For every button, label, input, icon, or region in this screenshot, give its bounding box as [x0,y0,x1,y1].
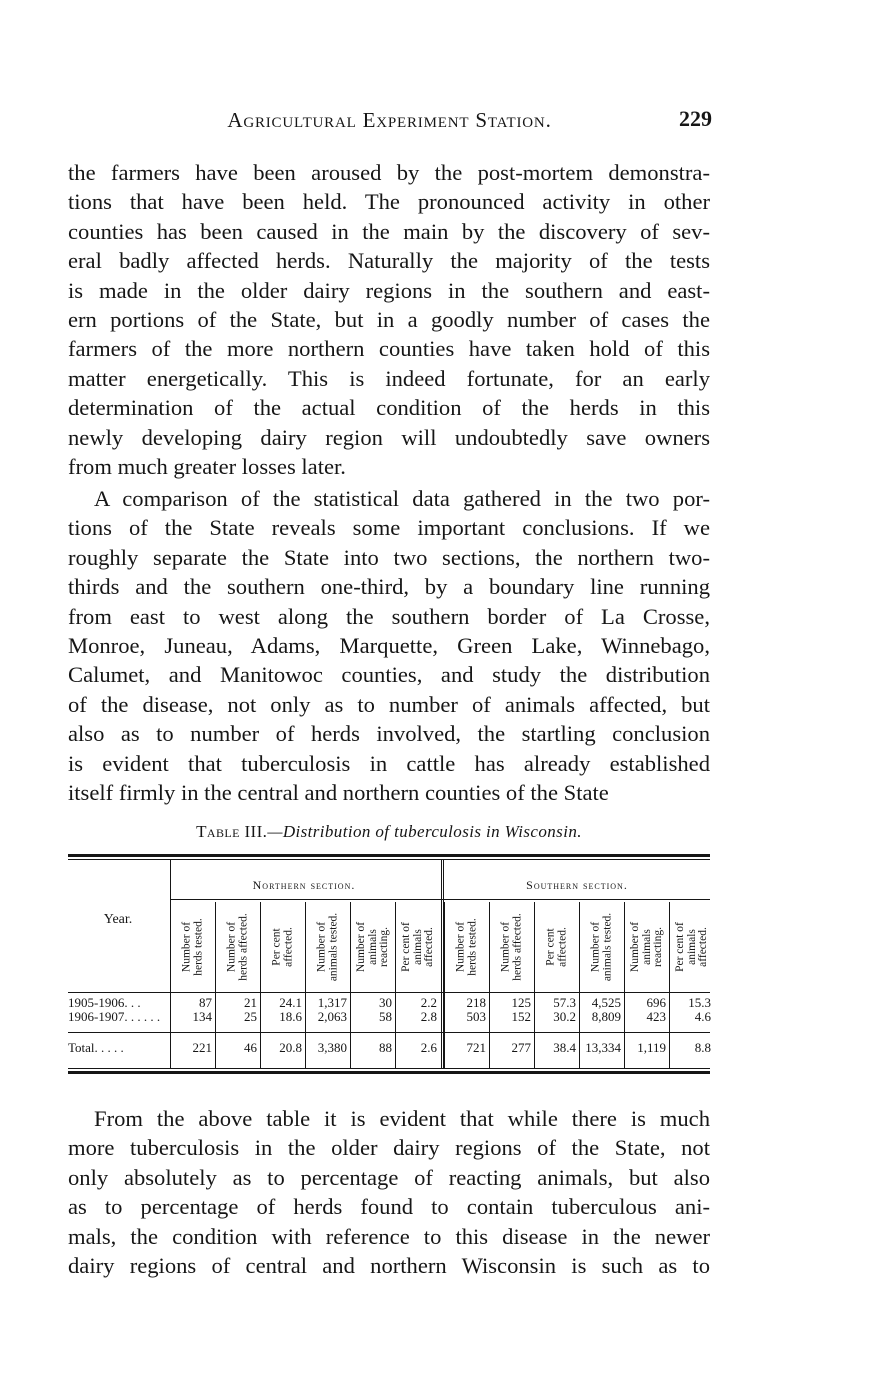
page-number: 229 [679,106,712,131]
table-cell: 88 [379,1040,392,1055]
table-cell: 30 [379,995,392,1010]
text-line: Calumet, and Manitowoc counties, and study the distribution [68,662,710,688]
column-header [260,908,305,985]
table-cell: 3,380 [317,1040,347,1055]
section-divider [441,860,442,1068]
table-cell: 4.6 [694,1009,711,1024]
table-cell: 8.8 [694,1040,711,1055]
column-header [534,908,579,985]
text-line: farmers of the more northern counties have taken hold of this [68,336,710,362]
table-cell: 38.4 [553,1040,576,1055]
running-head: Agricultural Experiment Station. [227,108,552,132]
column-header [350,908,395,985]
table-caption [68,822,710,842]
table-cell: 721 [466,1040,486,1055]
table-cell: 15.3 [688,995,711,1010]
table-cell: 503 [466,1009,486,1024]
column-header-text: Number of animals reacting. [628,921,664,972]
table-cell: 423 [646,1009,666,1024]
text-line: ern portions of the State, but in a goodly number of cases the [68,307,710,333]
table-cell: 18.6 [279,1009,302,1024]
table-cell: 58 [379,1009,392,1024]
table-cell: 218 [466,995,486,1010]
section-rule [170,899,710,900]
header-bottom-rule [68,992,710,993]
text-line: determination of the actual condition of the herds in this [68,395,710,421]
text-line: newly developing dairy region will undoubtedly save owners [68,424,710,450]
table-bottom-rule [68,1071,710,1074]
text-line: thirds and the southern one-third, by a boundary line running [68,574,710,600]
column-header [444,908,489,985]
text-line: the farmers have been aroused by the post-mortem demonstra- [68,160,710,185]
text-line: Monroe, Juneau, Adams, Marquette, Green Lake, Winnebago, [68,633,710,659]
paragraph-2 [68,484,710,807]
table-cell: 277 [511,1040,531,1055]
column-header [489,908,534,985]
table-bottom-rule-thin [68,1068,710,1069]
total-top-rule [68,1032,710,1033]
column-header [395,908,440,985]
text-line: mals, the condition with reference to this disease in the newer [68,1223,710,1249]
table-cell: 134 [192,1009,212,1024]
table-cell: 2.8 [420,1009,437,1024]
southern-section-title: Southern section. [526,878,628,892]
row-label: Total. . . . . [68,1040,124,1055]
table-cell: 20.8 [279,1040,302,1055]
table-cell: 1,119 [637,1040,666,1055]
column-header [624,908,669,985]
table-cell: 13,334 [585,1040,621,1055]
column-header-text: Per cent of animals affected. [399,921,435,972]
column-header-text: Number of herds tested. [180,917,204,976]
text-line: itself firmly in the central and northern counties of the State [68,780,609,806]
table-cell: 87 [199,995,212,1010]
table-cell: 2,063 [317,1009,347,1024]
text-line: tions that have been held. The pronounced activity in other [68,189,710,215]
text-line: tions of the State reveals some important conclusions. If we [68,515,710,541]
text-line: roughly separate the State into two sections, the northern two- [68,544,710,570]
text-line: From the above table it is evident that while there is much [94,1106,710,1131]
text-line: is made in the older dairy regions in the southern and east- [68,277,710,303]
column-header [669,908,714,985]
table-top-rule-thin [68,859,710,860]
table-cell: 125 [511,995,531,1010]
column-header-text: Per cent of animals affected. [673,921,709,972]
table-cell: 152 [511,1009,531,1024]
text-line: from much greater losses later. [68,454,346,480]
table-cell: 30.2 [553,1009,576,1024]
text-line: A comparison of the statistical data gathered in the two por- [94,486,710,511]
table-cell: 1,317 [317,995,347,1010]
text-line: as to percentage of herds found to contain tuberculous ani- [68,1194,710,1220]
column-header [215,908,260,985]
column-header-text: Number of animals tested. [315,912,339,981]
table-cell: 2.6 [420,1040,437,1055]
text-line: from east to west along the southern border of La Crosse, [68,603,710,629]
table-cell: 696 [646,995,666,1010]
column-header [579,908,624,985]
table-cell: 2.2 [420,995,437,1010]
column-header-text: Per cent affected. [544,926,568,967]
text-line: counties has been caused in the main by the discovery of sev- [68,218,710,244]
northern-section-title: Northern section. [252,878,356,892]
row-label: 1905-1906. . . [68,995,141,1010]
table-cell: 8,809 [591,1009,621,1024]
table-cell: 21 [244,995,257,1010]
column-header-text: Number of herds affected. [225,912,249,981]
text-line: more tuberculosis in the older dairy regions of the State, not [68,1135,710,1161]
statistics-table [68,854,710,1076]
column-header-text: Number of animals reacting. [354,921,390,972]
paragraph-3 [68,1104,710,1280]
text-line: matter energetically. This is indeed fortunate, for an early [68,365,710,391]
table-top-rule [68,854,710,857]
year-header: Year. [103,912,133,927]
text-line: also as to number of herds involved, the startling conclusion [68,721,710,747]
text-line: of the disease, not only as to number of animals affected, but [68,691,710,717]
table-cell: 25 [244,1009,257,1024]
paragraph-1 [68,158,710,481]
row-label: 1906-1907. . . . . . [68,1009,161,1024]
column-header [305,908,350,985]
column-header-text: Per cent affected. [270,926,294,967]
table-cell: 46 [244,1040,257,1055]
text-line: is evident that tuberculosis in cattle has already established [68,750,710,776]
column-header [170,908,215,985]
column-header-text: Number of animals tested. [589,912,613,981]
table-caption-label: Table III. [196,822,268,841]
table-cell: 57.3 [553,995,576,1010]
table-cell: 4,525 [591,995,621,1010]
table-cell: 24.1 [279,995,302,1010]
text-line: dairy regions of central and northern Wisconsin is such as to [68,1253,710,1279]
column-header-text: Number of herds affected. [499,912,523,981]
text-line: eral badly affected herds. Naturally the majority of the tests [68,248,710,274]
table-cell: 221 [192,1040,212,1055]
text-line: only absolutely as to percentage of reacting animals, but also [68,1164,710,1190]
column-header-text: Number of herds tested. [454,917,478,976]
table-caption-title: —Distribution of tuberculosis in Wisconsin. [267,822,582,841]
